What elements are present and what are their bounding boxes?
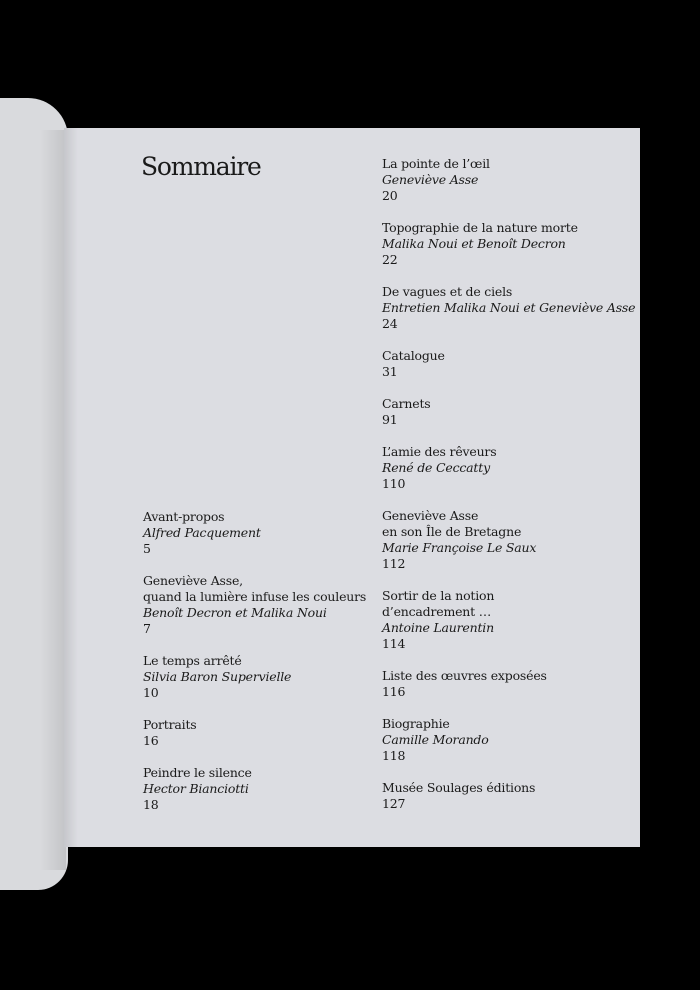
toc-entry-author: Geneviève Asse: [382, 172, 479, 187]
toc-entry: [382, 396, 430, 428]
toc-entry-author: Alfred Pacquement: [143, 525, 261, 540]
toc-entry-page: 116: [382, 684, 406, 699]
toc-entry-page: 127: [382, 796, 406, 811]
toc-entry-title: Topographie de la nature morte: [382, 220, 578, 235]
toc-entry-title: La pointe de l’œil: [382, 156, 490, 171]
toc-entry-page: 110: [382, 476, 406, 491]
toc-entry-page: 31: [382, 364, 398, 379]
toc-entry-page: 91: [382, 412, 398, 427]
toc-entry: [382, 716, 489, 764]
toc-entry-page: 24: [382, 316, 398, 331]
toc-entry-title: Carnets: [382, 396, 431, 411]
toc-entry: [143, 765, 252, 813]
toc-entry-page: 10: [143, 685, 159, 700]
toc-entry-author: Marie Françoise Le Saux: [382, 540, 537, 555]
toc-entry: [382, 220, 578, 268]
toc-entry-page: 16: [143, 733, 159, 748]
toc-entry-title: Portraits: [143, 717, 197, 732]
toc-entry-title: d’encadrement …: [382, 604, 492, 619]
toc-entry-page: 5: [143, 541, 151, 556]
toc-entry-title: Catalogue: [382, 348, 445, 363]
toc-entry: [382, 668, 547, 700]
toc-entry: [382, 348, 445, 380]
toc-entry-title: Avant-propos: [143, 509, 225, 524]
toc-entry-author: Antoine Laurentin: [382, 620, 494, 635]
toc-entry: [382, 444, 496, 492]
toc-entry-title: Le temps arrêté: [143, 653, 242, 668]
toc-entry-page: 7: [143, 621, 151, 636]
toc-entry-title: Musée Soulages éditions: [382, 780, 536, 795]
page-title: Sommaire: [141, 152, 261, 181]
toc-entry: [382, 508, 536, 572]
toc-entry-author: Hector Bianciotti: [143, 781, 249, 796]
toc-entry-title: Liste des œuvres exposées: [382, 668, 547, 683]
toc-entry-title: Biographie: [382, 716, 450, 731]
toc-entry-author: Benoît Decron et Malika Noui: [143, 605, 327, 620]
toc-entry-title: quand la lumière infuse les couleurs: [143, 589, 367, 604]
left-page-shadow: [40, 130, 66, 870]
toc-entry: [143, 653, 291, 701]
toc-entry-page: 114: [382, 636, 406, 651]
toc-entry-title: Geneviève Asse: [382, 508, 479, 523]
toc-entry-page: 18: [143, 797, 159, 812]
toc-entry-page: 22: [382, 252, 398, 267]
toc-entry: [143, 573, 366, 637]
toc-entry-title: L’amie des rêveurs: [382, 444, 497, 459]
toc-entry-author: René de Ceccatty: [382, 460, 490, 475]
toc-entry-title: Sortir de la notion: [382, 588, 495, 603]
toc-entry-author: Camille Morando: [382, 732, 489, 747]
toc-entry-title: De vagues et de ciels: [382, 284, 513, 299]
toc-entry-title: Geneviève Asse,: [143, 573, 243, 588]
toc-entry: [382, 156, 490, 204]
toc-entry: [382, 588, 494, 652]
page-gutter: [64, 128, 78, 847]
toc-entry: [143, 717, 197, 749]
toc-entry-author: Silvia Baron Supervielle: [143, 669, 292, 684]
toc-entry-author: Entretien Malika Noui et Geneviève Asse: [382, 300, 636, 315]
toc-entry-author: Malika Noui et Benoît Decron: [382, 236, 566, 251]
toc-entry-title: Peindre le silence: [143, 765, 252, 780]
toc-entry: [382, 284, 635, 332]
toc-entry: [143, 509, 261, 557]
toc-entry: [382, 780, 535, 812]
toc-entry-page: 112: [382, 556, 406, 571]
toc-entry-title: en son Île de Bretagne: [382, 524, 522, 539]
toc-entry-page: 20: [382, 188, 398, 203]
toc-entry-page: 118: [382, 748, 406, 763]
